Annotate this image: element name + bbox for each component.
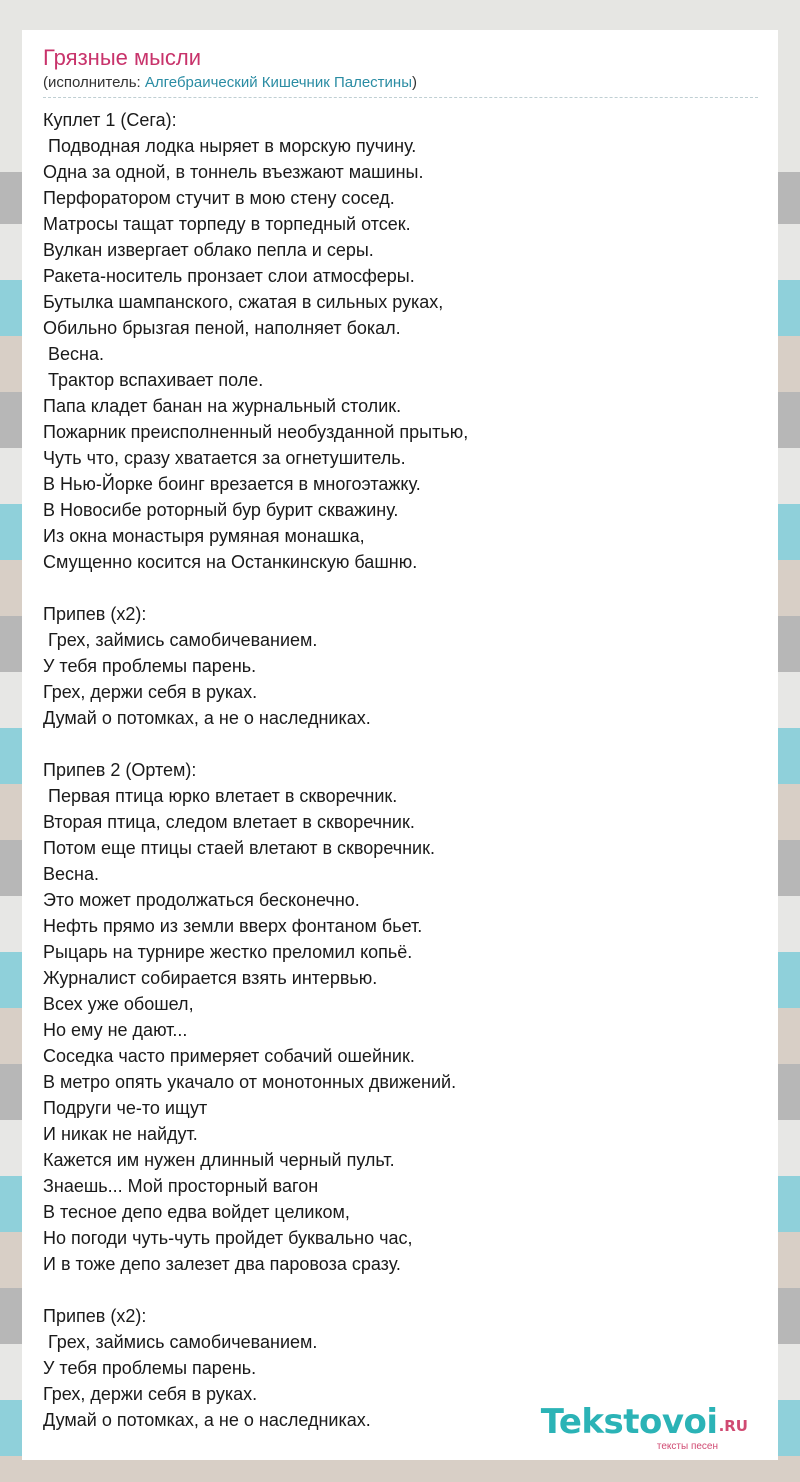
lyrics-line: У тебя проблемы парень. [43, 1358, 257, 1378]
lyrics-line: Кажется им нужен длинный черный пульт. [43, 1150, 395, 1170]
lyrics-line: Грех, займись самобичеванием. [43, 1332, 318, 1352]
lyrics-line: И в тоже депо залезет два паровоза сразу. [43, 1254, 401, 1274]
lyrics-line: Подруги че-то ищут [43, 1098, 208, 1118]
song-title: Грязные мысли [43, 45, 202, 70]
site-logo[interactable] [540, 1402, 748, 1452]
lyrics-line: Одна за одной, в тоннель въезжают машины. [43, 162, 424, 182]
lyrics-page [22, 30, 778, 1460]
lyrics-text [43, 107, 758, 1433]
lyrics-line: Грех, держи себя в руках. [43, 682, 258, 702]
lyrics-blank-line [43, 575, 758, 601]
lyrics-line: Трактор вспахивает поле. [43, 370, 264, 390]
lyrics-line: У тебя проблемы парень. [43, 656, 257, 676]
lyrics-line: Грех, держи себя в руках. [43, 1384, 258, 1404]
lyrics-line: Думай о потомках, а не о наследниках. [43, 1410, 371, 1430]
lyrics-line: В метро опять укачало от монотонных движений. [43, 1072, 457, 1092]
lyrics-line: Куплет 1 (Сега): [43, 110, 177, 130]
performer-suffix: ) [411, 74, 417, 91]
lyrics-line: Припев (х2): [43, 1306, 147, 1326]
lyrics-line: Грех, займись самобичеванием. [43, 630, 318, 650]
lyrics-line: Вторая птица, следом влетает в скворечник. [43, 812, 415, 832]
lyrics-line: Подводная лодка ныряет в морскую пучину. [43, 136, 417, 156]
lyrics-line: Но погоди чуть-чуть пройдет буквально час, [43, 1228, 413, 1248]
lyrics-line: И никак не найдут. [43, 1124, 198, 1144]
lyrics-line: В тесное депо едва войдет целиком, [43, 1202, 350, 1222]
logo-tld: .RU [718, 1417, 748, 1435]
lyrics-line: Журналист собирается взять интервью. [43, 968, 378, 988]
lyrics-line: Но ему не дают... [43, 1020, 188, 1040]
lyrics-line: Потом еще птицы стаей влетают в скворечник. [43, 838, 435, 858]
logo-wordmark [540, 1402, 748, 1443]
lyrics-line: Обильно брызгая пеной, наполняет бокал. [43, 318, 401, 338]
lyrics-line: Припев 2 (Ортем): [43, 760, 197, 780]
lyrics-line: Всех уже обошел, [43, 994, 194, 1014]
lyrics-line: Из окна монастыря румяная монашка, [43, 526, 365, 546]
lyrics-line: Матросы тащат торпеду в торпедный отсек. [43, 214, 411, 234]
title-divider [43, 97, 758, 98]
lyrics-line: Бутылка шампанского, сжатая в сильных руках, [43, 292, 444, 312]
lyrics-line: В Новосибе роторный бур бурит скважину. [43, 500, 399, 520]
lyrics-line: Припев (х2): [43, 604, 147, 624]
lyrics-line: В Нью-Йорке боинг врезается в многоэтажку. [43, 474, 421, 494]
lyrics-line: Соседка часто примеряет собачий ошейник. [43, 1046, 415, 1066]
lyrics-line: Первая птица юрко влетает в скворечник. [43, 786, 398, 806]
lyrics-line: Думай о потомках, а не о наследниках. [43, 708, 371, 728]
lyrics-line: Вулкан извергает облако пепла и серы. [43, 240, 374, 260]
lyrics-line: Весна. [43, 344, 104, 364]
lyrics-blank-line [43, 731, 758, 757]
performer-prefix: (исполнитель: [43, 74, 145, 91]
lyrics-line: Чуть что, сразу хватается за огнетушитель. [43, 448, 406, 468]
lyrics-line: Нефть прямо из земли вверх фонтаном бьет. [43, 916, 423, 936]
lyrics-line: Смущенно косится на Останкинскую башню. [43, 552, 418, 572]
lyrics-line: Ракета-носитель пронзает слои атмосферы. [43, 266, 415, 286]
lyrics-line: Знаешь... Мой просторный вагон [43, 1176, 319, 1196]
lyrics-line: Рыцарь на турнире жестко преломил копьё. [43, 942, 413, 962]
lyrics-line: Перфоратором стучит в мою стену сосед. [43, 188, 395, 208]
lyrics-line: Пожарник преисполненный необузданной прытью, [43, 422, 469, 442]
logo-name: Tekstovoi [540, 1402, 718, 1442]
lyrics-line: Это может продолжаться бесконечно. [43, 890, 360, 910]
performer-link[interactable]: Алгебраический Кишечник Палестины [144, 74, 412, 91]
performer-line [43, 73, 758, 93]
lyrics-line: Папа кладет банан на журнальный столик. [43, 396, 402, 416]
logo-tagline: тексты песен [656, 1441, 718, 1452]
lyrics-line: Весна. [43, 864, 99, 884]
lyrics-blank-line [43, 1277, 758, 1303]
